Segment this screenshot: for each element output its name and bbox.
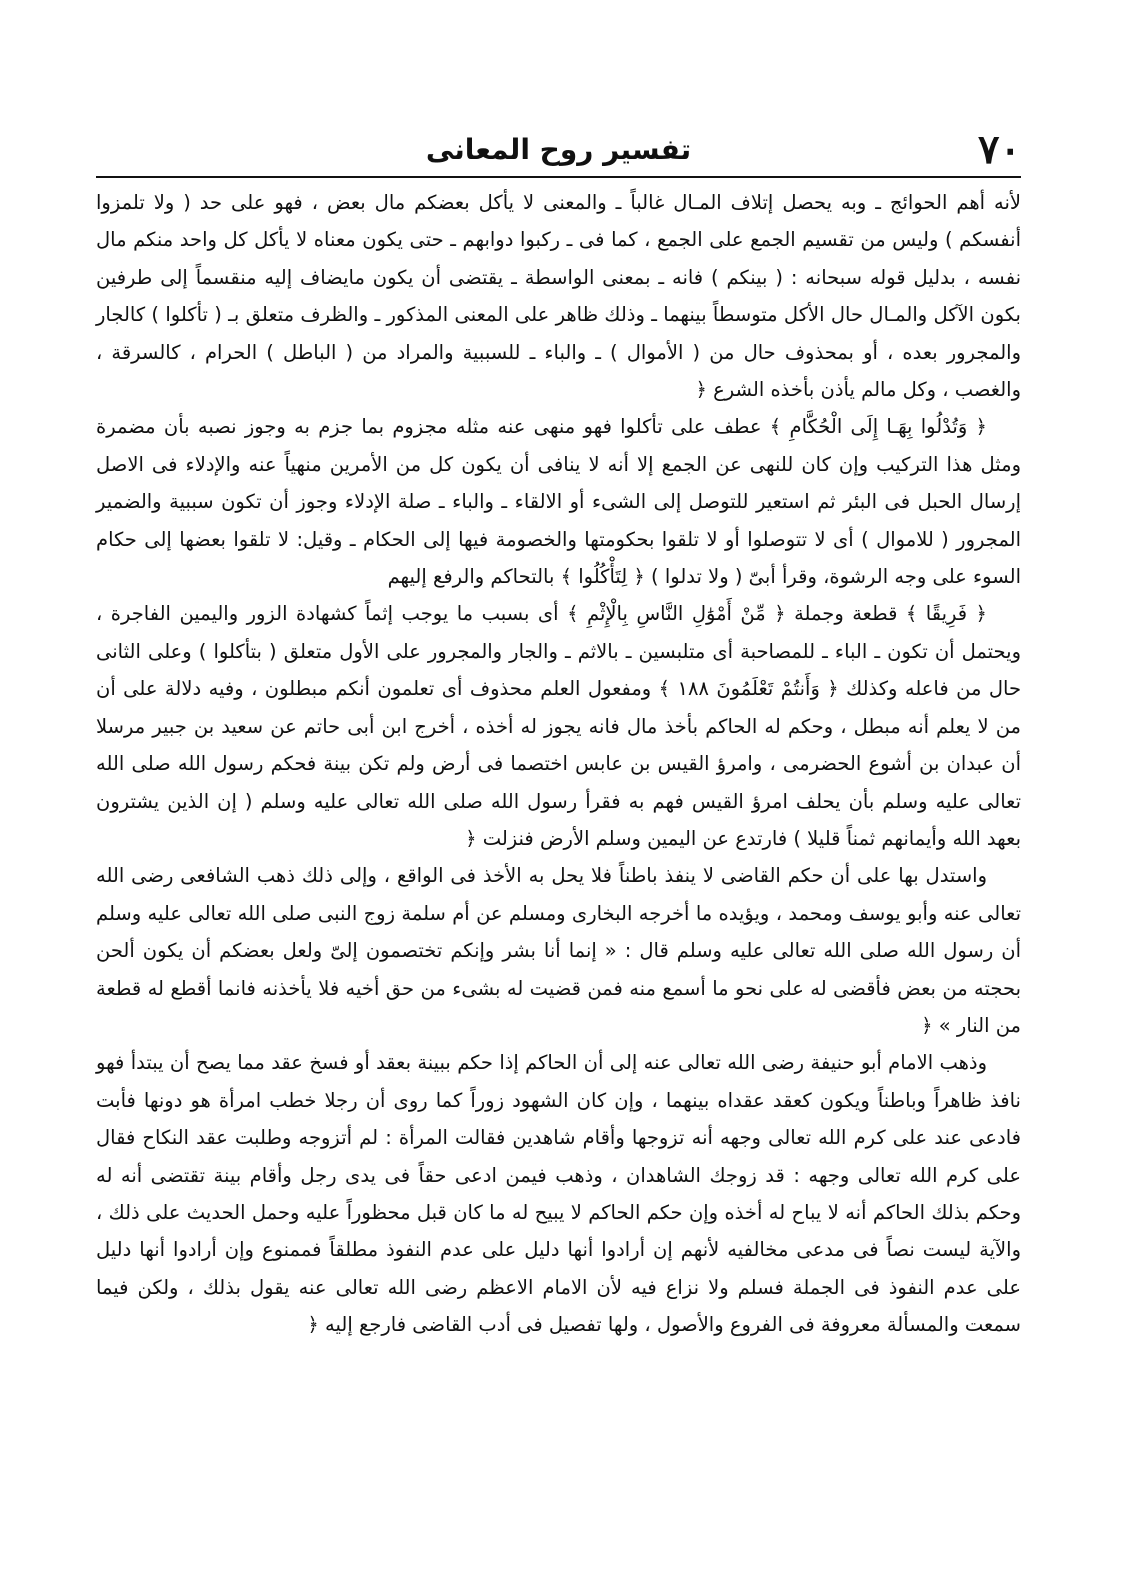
paragraph: ﴿ فَرِيقًا ﴾ قطعة وجملة ﴿ مِّنْ أَمْوَٰلِ النَّاسِ بِالْإِثْمِ ﴾ أى بسبب ما يوجب إثماً كشهادة الزور واليمين الفاجرة ، ويحتمل أن تكون ـ الباء ـ للمصاحبة أى متلبسين ـ بالاثم ـ والجار والمجرور على الأول متعلق ( بتأكلوا ) وعلى الثانى حال من فاعله وكذلك ﴿ وَأَنتُمْ تَعْلَمُونَ ١٨٨ ﴾ ومفعول العلم محذوف أى تعلمون أنكم مبطلون ، وفيه دلالة على أن من لا يعلم أنه مبطل ، وحكم له الحاكم بأخذ مال فانه يجوز له أخذه ، أخرج ابن أبى حاتم عن سعيد بن جبير مرسلا أن عبدان بن أشوع الحضرمى ، وامرؤ القيس بن عابس اختصما فى أرض ولم تكن بينة فحكم رسول الله صلى الله تعالى عليه وسلم بأن يحلف امرؤ القيس فهم به فقرأ رسول الله صلى الله تعالى عليه وسلم ( إن الذين يشترون بعهد الله وأيمانهم ثمناً قليلا ) فارتدع عن اليمين وسلم الأرض فنزلت ﴿ xyxy=(96,602,1022,850)
tafsir-body xyxy=(96,184,1021,1344)
paragraph: لأنه أهم الحوائج ـ وبه يحصل إتلاف المـال غالباً ـ والمعنى لا يأكل بعضكم مال بعض ، فهو على حد ( ولا تلمزوا أنفسكم ) وليس من تقسيم الجمع على الجمع ، كما فى ـ ركبوا دوابهم ـ حتى يكون معناه لا يأكل كل واحد منكم مال نفسه ، بدليل قوله سبحانه : ( بينكم ) فانه ـ بمعنى الواسطة ـ يقتضى أن يكون مايضاف إليه منقسماً إلى طرفين بكون الآكل والمـال حال الأكل متوسطاً بينهما ـ وذلك ظاهر على المعنى المذكور ـ والظرف متعلق بـ ( تأكلوا ) كالجار والمجرور بعده ، أو بمحذوف حال من ( الأموال ) ـ والباء ـ للسببية والمراد من ( الباطل ) الحرام ، كالسرقة ، والغصب ، وكل مالم يأذن بأخذه الشرع ﴿ xyxy=(96,191,1021,402)
page-header xyxy=(96,128,1021,176)
paragraph: وذهب الامام أبو حنيفة رضى الله تعالى عنه إلى أن الحاكم إذا حكم ببينة بعقد أو فسخ عقد مما يصح أن يبتدأ فهو نافذ ظاهراً وباطناً ويكون كعقد عقداه بينهما ، وإن كان الشهود زوراً كما روى أن رجلا خطب امرأة هو دونها فأبت فادعى عند على كرم الله تعالى وجهه أنه تزوجها وأقام شاهدين فقالت المرأة : لم أتزوجه وطلبت عقد النكاح فقال على كرم الله تعالى وجهه : قد زوجك الشاهدان ، وذهب فيمن ادعى حقاً فى يدى رجل وأقام بينة تقتضى أنه له وحكم بذلك الحاكم أنه لا يباح له أخذه وإن حكم الحاكم لا يبيح له ما كان قبل محظوراً عليه وحمل الحديث على ذلك ، والآية ليست نصاً فى مدعى مخالفيه لأنهم إن أرادوا أنها دليل على عدم النفوذ مطلقاً فممنوع وإن أرادوا أنها دليل على عدم النفوذ فى الجملة فسلم ولا نزاع فيه لأن الامام الاعظم رضى الله تعالى عنه يقول بذلك ، ولكن فيما سمعت والمسألة معروفة فى الفروع والأصول ، ولها تفصيل فى أدب القاضى فارجع إليه ﴿ xyxy=(96,1051,1021,1337)
running-title: تفسير روح المعانى xyxy=(425,133,692,166)
paragraph: ﴿ وَتُدْلُوا بِهَـا إِلَى الْحُكَّامِ ﴾ عطف على تأكلوا فهو منهى عنه مثله مجزوم بما جزم به وجوز نصبه بأن مضمرة ومثل هذا التركيب وإن كان للنهى عن الجمع إلا أنه لا ينافى أن يكون كل من الأمرين منهياً عنه والإدلاء فى الاصل إرسال الحبل فى البئر ثم استعير للتوصل إلى الشىء أو الالقاء ـ والباء ـ صلة الإدلاء وجوز أن تكون سببية والضمير المجرور ( للاموال ) أى لا تتوصلوا أو لا تلقوا بحكومتها والخصومة فيها إلى الحكام ـ وقيل: لا تلقوا بعضها إلى حكام السوء على وجه الرشوة، وقرأ أبىّ ( ولا تدلوا ) ﴿ لِتَأْكُلُوا ﴾ بالتحاكم والرفع إليهم xyxy=(96,415,1021,589)
paragraph: واستدل بها على أن حكم القاضى لا ينفذ باطناً فلا يحل به الأخذ فى الواقع ، وإلى ذلك ذهب الشافعى رضى الله تعالى عنه وأبو يوسف ومحمد ، ويؤيده ما أخرجه البخارى ومسلم عن أم سلمة زوج النبى صلى الله تعالى عليه وسلم أن رسول الله صلى الله تعالى عليه وسلم قال : « إنما أنا بشر وإنكم تختصمون إلىّ ولعل بعضكم أن يكون ألحن بحجته من بعض فأقضى له على نحو ما أسمع منه فمن قضيت له بشىء من حق أخيه فلا يأخذنه فانما أقطع له قطعة من النار » ﴿ xyxy=(96,864,1021,1037)
header-divider xyxy=(96,176,1021,178)
page-number: ٧٠ xyxy=(978,126,1021,173)
